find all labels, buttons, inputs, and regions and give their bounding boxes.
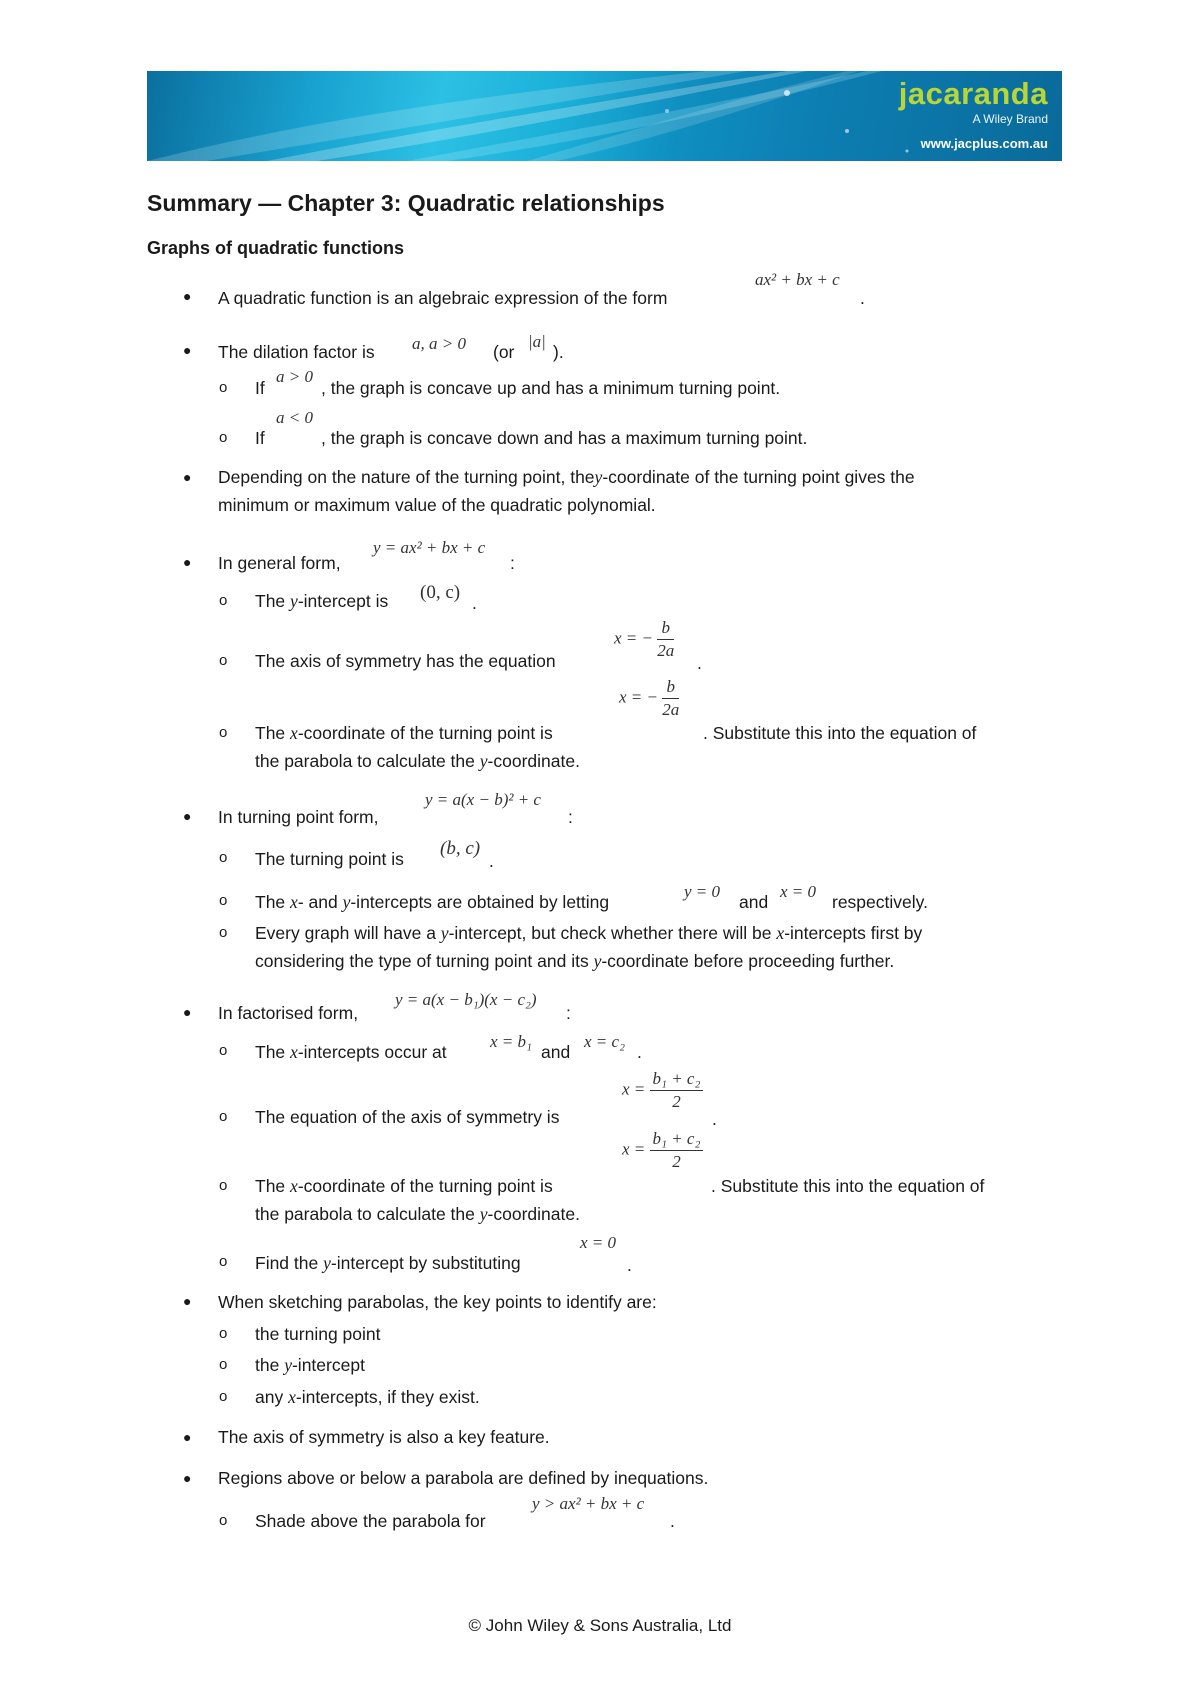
- bullet-circle: o: [219, 1042, 228, 1059]
- punctuation: .: [697, 653, 702, 673]
- summary-line: In factorised form,: [218, 1003, 359, 1023]
- brand-block: [899, 77, 1048, 153]
- summary-line: The x- and y-intercepts are obtained by letting: [255, 892, 610, 912]
- summary-line: and: [541, 1042, 571, 1062]
- bullet-circle: o: [219, 1177, 228, 1194]
- punctuation: .: [712, 1109, 717, 1129]
- summary-line: In turning point form,: [218, 807, 379, 827]
- bullet-circle: o: [219, 592, 228, 609]
- math-turning-point-form: y = a(x − b)² + c: [425, 790, 541, 809]
- bullet-circle: o: [219, 1512, 228, 1529]
- summary-line: The x-intercepts occur at: [255, 1042, 447, 1062]
- punctuation: :: [566, 1003, 571, 1023]
- summary-line: If: [255, 428, 265, 448]
- summary-line: Depending on the nature of the turning point, they-coordinate of the turning point gives the: [218, 467, 915, 487]
- bullet-circle: o: [219, 1356, 228, 1373]
- math-abs-a: |a|: [528, 332, 546, 351]
- punctuation: .: [637, 1042, 642, 1062]
- summary-line: the parabola to calculate the y-coordinate.: [255, 1204, 580, 1224]
- bullet-dot: ●: [183, 554, 192, 570]
- summary-line: The x-coordinate of the turning point is: [255, 723, 553, 743]
- math-factorised-axis: x = $\frac{\text{b₁ + c₂}}{2}$: [622, 1068, 703, 1113]
- summary-line: Shade above the parabola for: [255, 1511, 486, 1531]
- bullet-dot: ●: [183, 808, 192, 824]
- math-shade-inequation: y > ax² + bx + c: [532, 1494, 645, 1513]
- math-a-negative: a < 0: [276, 408, 313, 427]
- copyright-footer: © John Wiley & Sons Australia, Ltd: [468, 1616, 732, 1635]
- summary-line: Regions above or below a parabola are defined by inequations.: [218, 1468, 709, 1488]
- math-a-positive: a > 0: [276, 367, 313, 386]
- bullet-circle: o: [219, 892, 228, 909]
- summary-line: When sketching parabolas, the key points to identify are:: [218, 1292, 657, 1312]
- punctuation: .: [860, 288, 865, 308]
- bullet-dot: ●: [183, 342, 192, 358]
- bullet-dot: ●: [183, 1470, 192, 1486]
- summary-line: The axis of symmetry has the equation: [255, 651, 556, 671]
- math-y-intercept: (0, c): [420, 582, 461, 603]
- summary-line: Every graph will have a y-intercept, but check whether there will be x-intercepts first by: [255, 923, 923, 943]
- summary-line: The x-coordinate of the turning point is: [255, 1176, 553, 1196]
- punctuation: :: [510, 553, 515, 573]
- summary-line: the parabola to calculate the y-coordinate.: [255, 751, 580, 771]
- summary-line: In general form,: [218, 553, 341, 573]
- page-title: Summary — Chapter 3: Quadratic relationships: [147, 190, 665, 216]
- brand-url: www.jacplus.com.au: [920, 136, 1048, 151]
- summary-line: (or: [493, 342, 515, 362]
- bullet-circle: o: [219, 379, 228, 396]
- punctuation: :: [568, 807, 573, 827]
- punctuation: .: [489, 851, 494, 871]
- brand-tagline: A Wiley Brand: [972, 112, 1048, 126]
- punctuation: .: [472, 593, 477, 613]
- summary-line: The equation of the axis of symmetry is: [255, 1107, 560, 1127]
- bullet-circle: o: [219, 1325, 228, 1342]
- punctuation: .: [670, 1511, 675, 1531]
- punctuation: .: [627, 1255, 632, 1275]
- summary-line: , the graph is concave up and has a minimum turning point.: [321, 378, 781, 398]
- bullet-circle: o: [219, 724, 228, 741]
- summary-line: If: [255, 378, 265, 398]
- math-dilation: a, a > 0: [412, 334, 466, 353]
- bullet-circle: o: [219, 1108, 228, 1125]
- bullet-circle: o: [219, 849, 228, 866]
- bullet-circle: o: [219, 1388, 228, 1405]
- summary-line: considering the type of turning point and its y-coordinate before proceeding further.: [255, 951, 895, 971]
- bullet-circle: o: [219, 652, 228, 669]
- math-x-equals-c2: x = c₂: [584, 1032, 625, 1051]
- math-x-equals-0: x = 0: [780, 882, 817, 901]
- math-turning-x: x = − $\frac{b}{2a}$: [619, 677, 680, 719]
- bullet-dot: ●: [183, 288, 192, 304]
- summary-line: the turning point: [255, 1324, 381, 1344]
- math-x-equals-b1: x = b₁: [490, 1032, 532, 1051]
- header-banner: [147, 71, 1062, 161]
- summary-line: ).: [553, 342, 564, 362]
- summary-line: the y-intercept: [255, 1355, 365, 1375]
- summary-line: and: [739, 892, 769, 912]
- bullet-dot: ●: [183, 1293, 192, 1309]
- bullet-dot: ●: [183, 1004, 192, 1020]
- math-quadratic-form: ax² + bx + c: [755, 270, 840, 289]
- math-substitute-x0: x = 0: [580, 1233, 617, 1252]
- math-turning-point: (b, c): [440, 838, 481, 859]
- math-factorised-form: y = a(x − b₁)(x − c₂): [395, 990, 537, 1009]
- section-heading: Graphs of quadratic functions: [147, 238, 405, 258]
- summary-line: , the graph is concave down and has a maximum turning point.: [321, 428, 808, 448]
- summary-line: The dilation factor is: [218, 342, 375, 362]
- summary-line: any x-intercepts, if they exist.: [255, 1387, 480, 1407]
- summary-line: minimum or maximum value of the quadratic polynomial.: [218, 495, 656, 515]
- summary-line: A quadratic function is an algebraic expression of the form: [218, 288, 668, 308]
- summary-line: The turning point is: [255, 849, 404, 869]
- bullet-dot: ●: [183, 1429, 192, 1445]
- summary-line: The y-intercept is: [255, 591, 389, 611]
- math-general-form: y = ax² + bx + c: [373, 538, 486, 557]
- summary-line: . Substitute this into the equation of: [703, 723, 977, 743]
- bullet-circle: o: [219, 924, 228, 941]
- bullet-circle: o: [219, 1253, 228, 1270]
- bullet-circle: o: [219, 429, 228, 446]
- math-axis-symmetry: x = − $\frac{b}{2a}$: [614, 618, 675, 660]
- summary-line: respectively.: [832, 892, 928, 912]
- bullet-dot: ●: [183, 469, 192, 485]
- summary-line: . Substitute this into the equation of: [711, 1176, 985, 1196]
- math-factorised-turning-x: x = $\frac{\text{b₁ + c₂}}{2}$: [622, 1128, 703, 1173]
- math-y-equals-0: y = 0: [684, 882, 721, 901]
- brand-logo: jacaranda: [898, 76, 1048, 111]
- summary-line: Find the y-intercept by substituting: [255, 1253, 521, 1273]
- summary-line: The axis of symmetry is also a key feature.: [218, 1427, 550, 1447]
